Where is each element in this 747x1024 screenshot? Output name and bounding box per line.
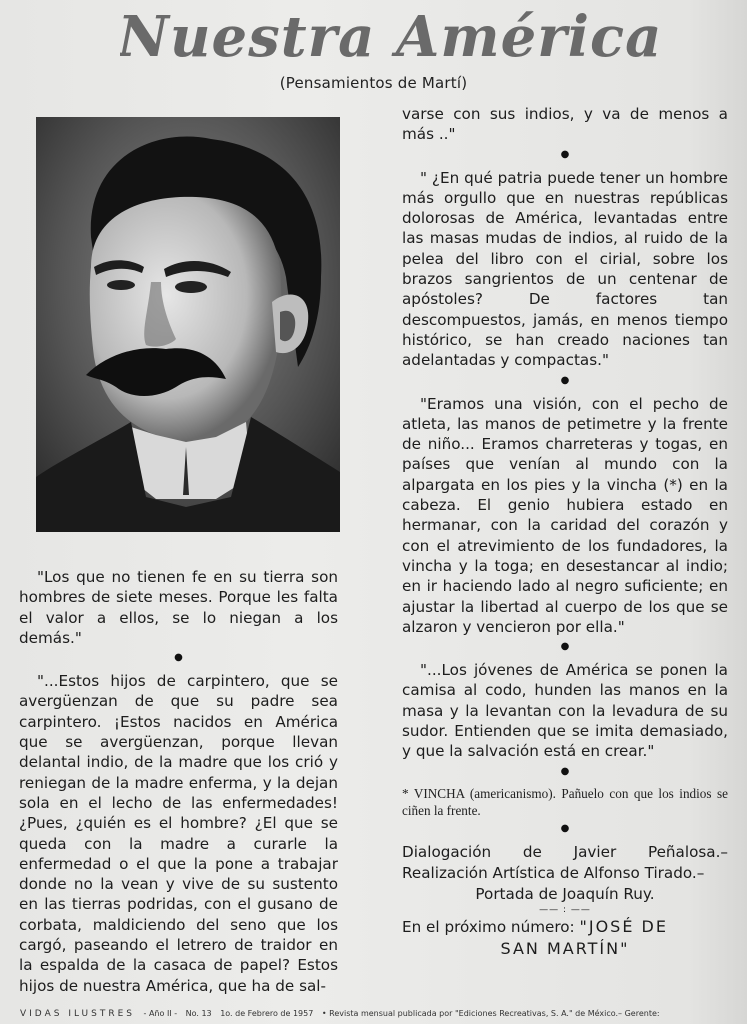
publisher-info: • Revista mensual publicada por "Ediciones Recreativas, S. A." de México.– Gerente: bbox=[321, 1009, 660, 1018]
year: - Año II - bbox=[143, 1009, 178, 1018]
title-text: Nuestra América bbox=[120, 6, 660, 70]
separator-dot-icon bbox=[402, 374, 728, 388]
credits-line: Portada de Joaquín Ruy. bbox=[475, 884, 655, 903]
quote-paragraph: "...Los jóvenes de América se ponen la camisa al codo, hunden las manos en la masa y la levantan con la levadura de su sudor. Entienden que se imita demasiado, y que la salvación está en crear." bbox=[402, 661, 728, 761]
separator-dot-icon bbox=[402, 148, 728, 162]
next-issue-title: "JOSÉ DE bbox=[579, 916, 668, 936]
separator-dot-icon bbox=[19, 651, 338, 665]
next-issue-label: En el próximo número: bbox=[402, 917, 575, 936]
quote-paragraph: " ¿En qué patria puede tener un hombre más orgullo que en nuestras repúblicas dolorosas de América, levantadas entre las masas mudas de indios, al ruido de la pelea del libro con el cirial, sobre los brazos sangrientos de un centenar de apóstoles? De factores tan descompuestos, jamás, en menos tiempo histórico, se han creado naciones tan adelantadas y compactas." bbox=[402, 168, 728, 370]
quote-paragraph: "...Estos hijos de carpintero, que se avergüenzan de que su padre sea carpintero. ¡Estos nacidos en América que se avergüenzan, porque llevan delantal indio, de la madre que los crió y reniegan de la madre enferma, y la dejan sola en el lecho de las enfermedades! ¿Pues, ¿quién es el hombre? ¿El que se queda con la madre a curarle la enfermedad o el que la pone a trabajar donde no la vean y vive de su sustento en las tierras podridas, con el gusano de corbata, maldiciendo del seno que los cargó, paseando el letrero de traidor en la espalda de la casaca de papel? Estos hijos de nuestra América, que ha de sal- bbox=[19, 672, 338, 995]
left-column bbox=[19, 567, 338, 996]
portrait-image bbox=[36, 117, 340, 532]
separator-dot-icon bbox=[402, 640, 728, 654]
next-issue bbox=[402, 916, 728, 960]
next-issue-title: SAN MARTÍN" bbox=[500, 938, 630, 958]
right-column bbox=[402, 104, 728, 960]
issue-number: No. 13 bbox=[185, 1009, 212, 1018]
page-title bbox=[120, 6, 660, 72]
magazine-name: VIDAS ILUSTRES bbox=[20, 1009, 135, 1019]
divider-rule: —— : —— bbox=[539, 904, 591, 915]
quote-paragraph: "Los que no tienen fe en su tierra son hombres de siete meses. Porque les falta el valor a ellos, se lo niegan a los demás." bbox=[19, 568, 338, 647]
page-footer bbox=[20, 1009, 747, 1019]
credits-line: Dialogación de Javier Peñalosa.–Realización Artística de Alfonso Tirado.– bbox=[402, 842, 728, 882]
footnote: * VINCHA (americanismo). Pañuelo con que los indios se ciñen la frente. bbox=[402, 785, 728, 818]
credits bbox=[402, 842, 728, 905]
subtitle: (Pensamientos de Martí) bbox=[279, 74, 468, 92]
issue-date: 1o. de Febrero de 1957 bbox=[220, 1009, 314, 1018]
portrait-drawing bbox=[36, 117, 340, 532]
separator-dot-icon bbox=[402, 822, 728, 836]
separator-dot-icon bbox=[402, 765, 728, 779]
quote-continuation: varse con sus indios, y va de menos a más .." bbox=[402, 105, 728, 144]
title-lettering bbox=[120, 6, 660, 72]
quote-paragraph: "Eramos una visión, con el pecho de atleta, las manos de petimetre y la frente de niño... Eramos charreteras y togas, en países que venían al mundo con la alpargata en los pies y la vincha (*) en la cabeza. El genio hubiera estado en hermanar, con la caridad del corazón y con el atrevimiento de los fundadores, la vincha y la toga; en desestancar al indio; en ir haciendo lado al negro suficiente; en ajustar la libertad al cuerpo de los que se alzaron y vencieron por ella." bbox=[402, 394, 728, 636]
